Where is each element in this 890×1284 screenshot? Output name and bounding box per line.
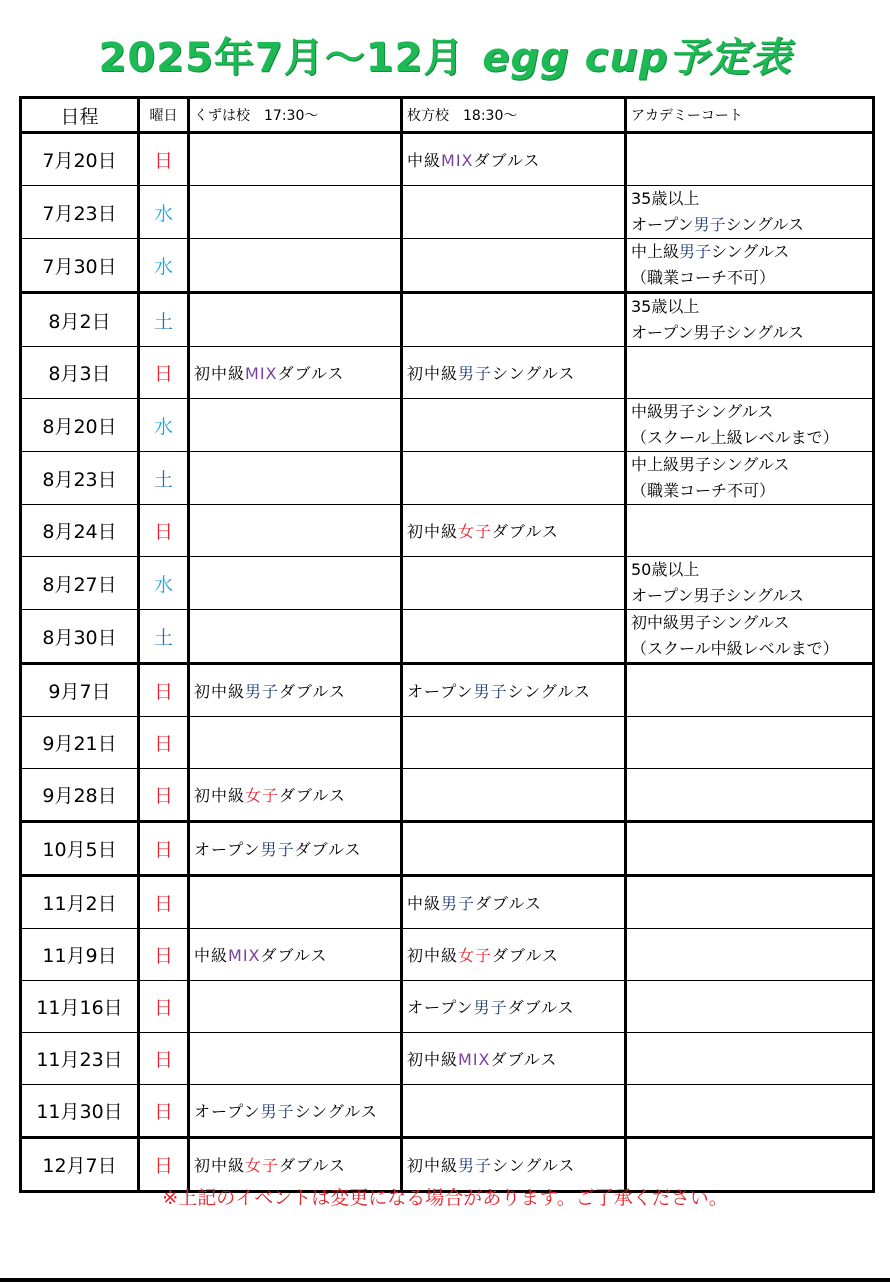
kuzuha-event-cell [189,239,402,293]
weekday-cell: 日 [139,981,189,1033]
event-text-segment: 初中級 [407,946,459,965]
event-text-segment: オープン男子シングルス [631,586,804,605]
table-row [21,769,874,822]
event-text-segment: オープン男子シングルス [631,323,804,342]
table-row [21,452,874,505]
weekday-cell: 日 [139,876,189,929]
event-text-segment: 35歳以上 [631,189,700,208]
academy-event-cell [626,557,874,610]
academy-line [631,212,868,238]
hirakata-event-cell [402,505,626,557]
date-cell: 8月23日 [21,452,139,505]
hirakata-event-cell [402,452,626,505]
weekday-cell: 日 [139,505,189,557]
event-text-segment: オープン [194,840,261,859]
event-text-segment: 男子 [473,682,508,701]
kuzuha-event-cell [189,293,402,347]
academy-event-cell [626,239,874,293]
academy-line [631,186,868,212]
academy-line [631,610,868,636]
event-text-segment: オープン [407,682,474,701]
event-text-segment: ダブルス [279,1156,346,1175]
event-text-segment: 女子 [458,522,493,541]
event-text-segment: 男子 [458,1156,493,1175]
weekday-cell: 日 [139,347,189,399]
event-text-segment: 初中級 [194,786,246,805]
weekday-cell: 日 [139,1138,189,1192]
table-row [21,981,874,1033]
kuzuha-event-cell [189,929,402,981]
event-text-segment: 初中級男子シングルス [631,613,790,632]
event-text-segment: 男子 [679,242,712,261]
weekday-cell: 日 [139,1085,189,1138]
event-text-segment: 50歳以上 [631,560,700,579]
schedule-body [21,133,874,1192]
academy-event-cell [626,769,874,822]
event-text-segment: オープン [631,215,694,234]
hirakata-event-cell [402,186,626,239]
event-text-segment: MIX [458,1050,491,1069]
event-text-segment: シングルス [725,215,804,234]
kuzuha-event-cell [189,1033,402,1085]
table-row [21,239,874,293]
event-text-segment: 初中級 [407,1156,459,1175]
hirakata-event-cell [402,664,626,717]
academy-event-cell [626,929,874,981]
table-row [21,1033,874,1085]
event-text-segment: 男子 [458,364,493,383]
event-text-segment: MIX [228,946,261,965]
academy-event-cell [626,186,874,239]
hirakata-event-cell [402,876,626,929]
event-text-segment: シングルス [711,242,790,261]
academy-line [631,636,868,662]
date-cell: 8月3日 [21,347,139,399]
event-text-segment: ダブルス [277,364,345,383]
weekday-cell: 日 [139,822,189,876]
date-cell: 9月7日 [21,664,139,717]
event-text-segment: 中級男子シングルス [631,402,774,421]
kuzuha-event-cell [189,347,402,399]
academy-event-cell [626,610,874,664]
academy-event-cell [626,293,874,347]
table-row [21,1085,874,1138]
kuzuha-event-cell [189,769,402,822]
kuzuha-event-cell [189,981,402,1033]
table-row [21,557,874,610]
event-text-segment: 男子 [693,215,726,234]
weekday-cell: 日 [139,664,189,717]
academy-event-cell [626,452,874,505]
header-date: 日程 [21,98,139,133]
hirakata-event-cell [402,1033,626,1085]
table-row [21,929,874,981]
bottom-divider [0,1278,890,1282]
event-text-segment: 初中級 [407,364,459,383]
academy-event-cell [626,347,874,399]
title-sub: egg cup予定表 [482,35,792,81]
kuzuha-event-cell [189,186,402,239]
event-text-segment: オープン [194,1102,261,1121]
kuzuha-event-cell [189,822,402,876]
date-cell: 11月2日 [21,876,139,929]
event-text-segment: ダブルス [260,946,328,965]
academy-line [631,425,868,451]
event-text-segment: シングルス [492,364,576,383]
table-row [21,876,874,929]
table-row [21,610,874,664]
header-hirakata: 枚方校 18:30～ [402,98,626,133]
table-row [21,822,874,876]
kuzuha-event-cell [189,505,402,557]
event-text-segment: ダブルス [279,786,346,805]
kuzuha-event-cell [189,664,402,717]
kuzuha-event-cell [189,1085,402,1138]
weekday-cell: 日 [139,717,189,769]
header-academy: アカデミーコート [626,98,874,133]
academy-event-cell [626,1033,874,1085]
academy-line [631,294,868,320]
event-text-segment: 男子 [473,998,508,1017]
hirakata-event-cell [402,610,626,664]
event-text-segment: 女子 [245,1156,280,1175]
hirakata-event-cell [402,717,626,769]
academy-line [631,478,868,504]
table-row [21,347,874,399]
table-row [21,133,874,186]
date-cell: 10月5日 [21,822,139,876]
event-text-segment: 女子 [458,946,493,965]
kuzuha-event-cell [189,452,402,505]
date-cell: 11月23日 [21,1033,139,1085]
event-text-segment: ダブルス [294,840,362,859]
event-text-segment: ダブルス [492,946,559,965]
event-text-segment: 初中級 [407,1050,459,1069]
event-text-segment: MIX [245,364,278,383]
date-cell: 11月9日 [21,929,139,981]
academy-line [631,399,868,425]
academy-event-cell [626,399,874,452]
weekday-cell: 日 [139,1033,189,1085]
schedule-table [19,96,875,1193]
kuzuha-event-cell [189,717,402,769]
hirakata-event-cell [402,981,626,1033]
table-row [21,717,874,769]
table-header-row [21,98,874,133]
event-text-segment: 中級 [407,151,442,170]
title-main: 2025年7月～12月 [98,35,465,81]
kuzuha-event-cell [189,399,402,452]
event-text-segment: 初中級 [194,364,246,383]
kuzuha-event-cell [189,557,402,610]
event-text-segment: MIX [441,151,474,170]
academy-event-cell [626,1085,874,1138]
event-text-segment: 男子 [260,1102,295,1121]
table-row [21,664,874,717]
date-cell: 8月27日 [21,557,139,610]
date-cell: 12月7日 [21,1138,139,1192]
hirakata-event-cell [402,399,626,452]
event-text-segment: ダブルス [475,894,542,913]
hirakata-event-cell [402,557,626,610]
event-text-segment: 35歳以上 [631,297,700,316]
academy-line [631,320,868,346]
event-text-segment: （スクール上級レベルまで） [631,428,839,447]
hirakata-event-cell [402,347,626,399]
date-cell: 9月21日 [21,717,139,769]
date-cell: 7月23日 [21,186,139,239]
academy-line [631,557,868,583]
academy-event-cell [626,981,874,1033]
table-row [21,293,874,347]
event-text-segment: 男子 [245,682,280,701]
academy-event-cell [626,822,874,876]
event-text-segment: シングルス [507,682,591,701]
event-text-segment: 初中級 [407,522,459,541]
academy-line [631,239,868,265]
date-cell: 8月24日 [21,505,139,557]
academy-line [631,583,868,609]
weekday-cell: 土 [139,452,189,505]
table-row [21,186,874,239]
weekday-cell: 水 [139,399,189,452]
kuzuha-event-cell [189,876,402,929]
weekday-cell: 水 [139,239,189,293]
header-weekday: 曜日 [139,98,189,133]
event-text-segment: ダブルス [492,522,559,541]
date-cell: 7月30日 [21,239,139,293]
event-text-segment: オープン [407,998,474,1017]
event-text-segment: 初中級 [194,682,246,701]
hirakata-event-cell [402,133,626,186]
kuzuha-event-cell [189,610,402,664]
date-cell: 11月30日 [21,1085,139,1138]
academy-event-cell [626,505,874,557]
event-text-segment: （職業コーチ不可） [631,268,776,287]
event-text-segment: 男子 [441,894,476,913]
event-text-segment: 中上級 [631,242,680,261]
event-text-segment: 男子 [260,840,295,859]
page-title [0,26,890,83]
weekday-cell: 水 [139,557,189,610]
kuzuha-event-cell [189,133,402,186]
event-text-segment: ダブルス [473,151,541,170]
academy-event-cell [626,717,874,769]
event-text-segment: 初中級 [194,1156,246,1175]
event-text-segment: ダブルス [279,682,346,701]
event-text-segment: シングルス [492,1156,576,1175]
event-text-segment: 中級 [407,894,442,913]
weekday-cell: 水 [139,186,189,239]
weekday-cell: 日 [139,929,189,981]
table-row [21,399,874,452]
event-text-segment: ダブルス [490,1050,558,1069]
academy-line [631,265,868,291]
event-text-segment: ダブルス [507,998,575,1017]
academy-event-cell [626,664,874,717]
event-text-segment: （スクール中級レベルまで） [631,639,839,658]
date-cell: 8月30日 [21,610,139,664]
hirakata-event-cell [402,239,626,293]
weekday-cell: 土 [139,610,189,664]
academy-event-cell [626,133,874,186]
event-text-segment: 中上級男子シングルス [631,455,790,474]
hirakata-event-cell [402,929,626,981]
hirakata-event-cell [402,1085,626,1138]
event-text-segment: （職業コーチ不可） [631,481,776,500]
weekday-cell: 土 [139,293,189,347]
event-text-segment: 中級 [194,946,229,965]
disclaimer-note: ※上記のイベントは変更になる場合があります。ご了承ください。 [162,1187,728,1209]
weekday-cell: 日 [139,133,189,186]
weekday-cell: 日 [139,769,189,822]
event-text-segment: シングルス [294,1102,378,1121]
date-cell: 11月16日 [21,981,139,1033]
date-cell: 8月20日 [21,399,139,452]
event-text-segment: 女子 [245,786,280,805]
academy-event-cell [626,876,874,929]
date-cell: 7月20日 [21,133,139,186]
date-cell: 8月2日 [21,293,139,347]
table-row [21,505,874,557]
hirakata-event-cell [402,293,626,347]
date-cell: 9月28日 [21,769,139,822]
hirakata-event-cell [402,769,626,822]
header-kuzuha: くずは校 17:30～ [189,98,402,133]
academy-line [631,452,868,478]
hirakata-event-cell [402,822,626,876]
